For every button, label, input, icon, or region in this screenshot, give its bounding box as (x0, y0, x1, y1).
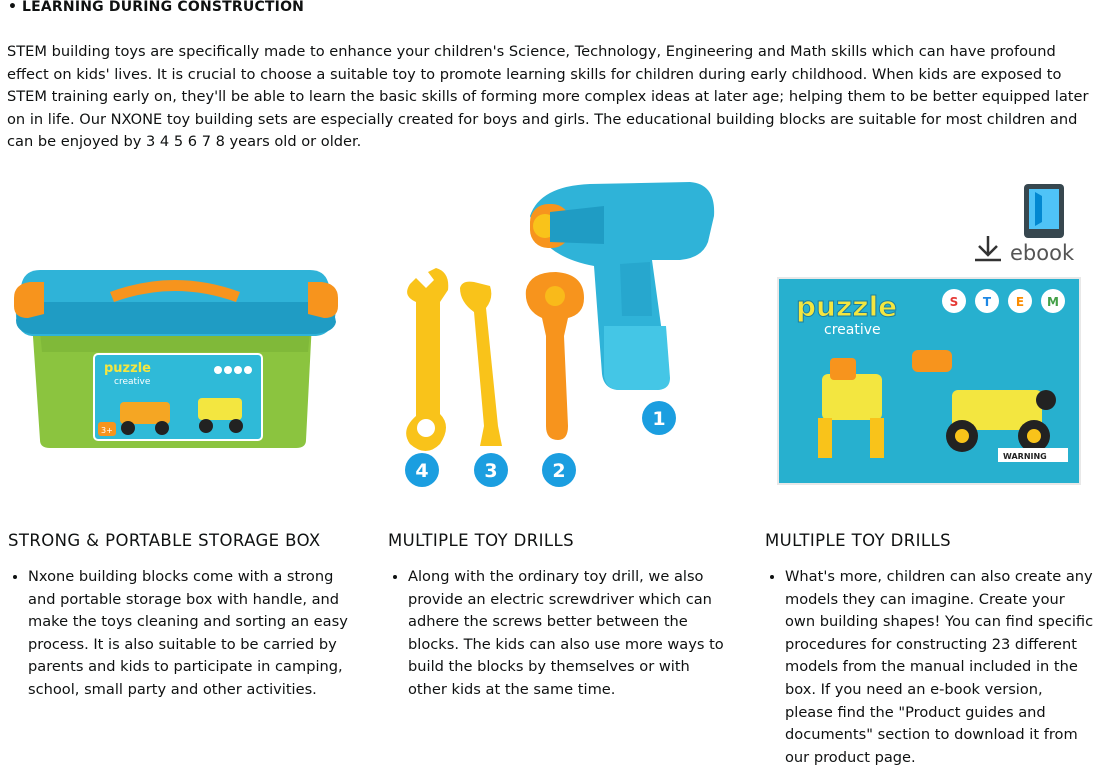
feature-bullets (765, 566, 1095, 769)
svg-text:4: 4 (415, 460, 429, 482)
svg-text:S: S (949, 295, 959, 309)
intro-paragraph: STEM building toys are specifically made to enhance your children's Science, Technology, Engineering and Math skills which can have profound effect on kids' lives. It is crucial to choose a suitable toy to promote learning skills for children during early childhood. When kids are exposed to STEM training early on, they'll be able to learn the basic skills of forming more complex ideas at later age; helping them to be better equipped later on in life. Our NXONE toy building sets are especially created for boys and girls. The educational building blocks are suitable for most children and can be enjoyed by 3 4 5 6 7 8 years old or older. (7, 43, 1089, 151)
list-item: • What's more, children can also create any models they can imagine. Create your own building shapes! You can find specific procedures for constructing 23 different models from the manual included in the box. If you need an e-book version, please find the "Product guides and documents" section to download it from our product page. (785, 566, 1095, 769)
svg-text:1: 1 (652, 408, 666, 430)
manual-brand-top: puzzle (796, 290, 898, 323)
svg-text:M: M (1047, 295, 1059, 309)
list-item: • Nxone building blocks come with a strong and portable storage box with handle, and make the toys cleaning and sorting an easy process. It is also suitable to be carried by parents and kids to participate in camping, school, small party and other activities. (28, 566, 353, 702)
feature-title: MULTIPLE TOY DRILLS (388, 531, 574, 550)
box-brand-top: puzzle (104, 361, 151, 376)
ebook-label: ebook (1010, 241, 1075, 265)
manual-brand-bottom: creative (824, 322, 881, 338)
section-heading (8, 0, 304, 15)
ebook-icon (1024, 184, 1064, 238)
feature-title: STRONG & PORTABLE STORAGE BOX (8, 531, 321, 550)
bullet-icon: • (8, 0, 18, 15)
section-heading-text: LEARNING DURING CONSTRUCTION (22, 0, 305, 15)
feature-column-toy-drills (388, 531, 733, 702)
svg-text:2: 2 (552, 460, 566, 482)
svg-text:E: E (1015, 295, 1025, 309)
feature-column-storage-box (8, 531, 353, 702)
tools-image (390, 176, 720, 496)
feature-column-manual (765, 531, 1095, 769)
feature-bullets (388, 566, 733, 702)
tool-badge-2 (542, 453, 576, 487)
svg-text:T: T (982, 295, 992, 309)
svg-text:3: 3 (484, 460, 498, 482)
manual-image (772, 180, 1092, 490)
tool-badge-4 (405, 453, 439, 487)
box-brand-bottom: creative (114, 377, 151, 387)
download-icon (975, 236, 1001, 260)
feature-bullets (8, 566, 353, 702)
tool-badge-3 (474, 453, 508, 487)
box-age-badge: 3+ (101, 426, 113, 435)
manual-warning-label: WARNING (1003, 452, 1047, 461)
feature-title: MULTIPLE TOY DRILLS (765, 531, 951, 550)
list-item: • Along with the ordinary toy drill, we also provide an electric screwdriver which can adhere the screws better between the blocks. The kids can also use more ways to build the blocks by themselves or with other kids at the same time. (408, 566, 733, 702)
tool-badge-1 (642, 401, 676, 435)
storage-box-image (10, 262, 342, 452)
